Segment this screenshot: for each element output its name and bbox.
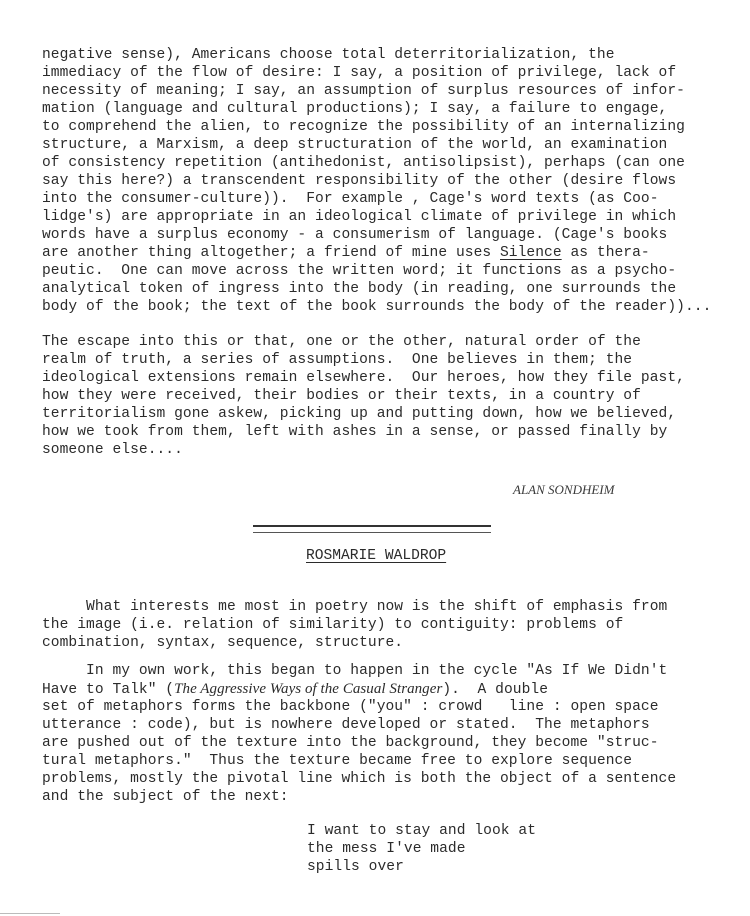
- text-line: structure, a Marxism, a deep structuration of the world, an examination: [42, 137, 668, 153]
- text-line: are pushed out of the texture into the background, they become "struc-: [42, 735, 659, 751]
- text-line: realm of truth, a series of assumptions. One believes in them; the: [42, 352, 633, 368]
- text-line: set of metaphors forms the backbone ("you" : crowd line : open space: [42, 699, 659, 715]
- text-line: tural metaphors." Thus the texture became free to explore sequence: [42, 753, 633, 769]
- underlined-title: Silence: [500, 245, 562, 261]
- text-line: What interests me most in poetry now is the shift of emphasis from: [42, 599, 668, 615]
- poem-line: spills over: [307, 859, 404, 875]
- text-line: into the consumer-culture)). For example , Cage's word texts (as Coo-: [42, 191, 659, 207]
- text-line: of consistency repetition (antihedonist, antisolipsist), perhaps (can one: [42, 155, 685, 171]
- text-line: someone else....: [42, 442, 183, 458]
- text-line: territorialism gone askew, picking up and putting down, how we believed,: [42, 406, 677, 422]
- book-title: The Aggressive Ways of the Casual Stranger: [174, 681, 443, 697]
- text-line: In my own work, this began to happen in the cycle "As If We Didn't: [42, 663, 668, 679]
- text-line: lidge's) are appropriate in an ideological climate of privilege in which: [42, 209, 677, 225]
- text-fragment: Have to Talk" (: [42, 682, 175, 698]
- text-line: peutic. One can move across the written word; it functions as a psycho-: [42, 263, 677, 279]
- section-heading: ROSMARIE WALDROP: [306, 548, 447, 564]
- text-line: [42, 680, 548, 699]
- text-line: are another thing altogether; a friend of mine uses Silence as thera-: [42, 245, 650, 261]
- section-divider: [253, 532, 491, 533]
- author-signature: ALAN SONDHEIM: [513, 482, 615, 497]
- text-line: utterance : code), but is nowhere developed or stated. The metaphors: [42, 717, 650, 733]
- text-line: body of the book; the text of the book surrounds the body of the reader))...: [42, 299, 712, 315]
- text-line: to comprehend the alien, to recognize the possibility of an internalizing: [42, 119, 685, 135]
- text-line: analytical token of ingress into the body (in reading, one surrounds the: [42, 281, 677, 297]
- text-line: words have a surplus economy - a consumerism of language. (Cage's books: [42, 227, 668, 243]
- text-line: The escape into this or that, one or the other, natural order of the: [42, 334, 641, 350]
- text-line: say this here?) a transcendent responsibility of the other (desire flows: [42, 173, 677, 189]
- text-line: ideological extensions remain elsewhere. Our heroes, how they file past,: [42, 370, 685, 386]
- text-line: immediacy of the flow of desire: I say, a position of privilege, lack of: [42, 65, 677, 81]
- poem-line: the mess I've made: [307, 841, 466, 857]
- section-divider: [253, 525, 491, 527]
- text-line: and the subject of the next:: [42, 789, 289, 805]
- page-edge-mark: [0, 913, 60, 914]
- text-line: combination, syntax, sequence, structure.: [42, 635, 404, 651]
- text-line: problems, mostly the pivotal line which is both the object of a sentence: [42, 771, 677, 787]
- text-line: how we took from them, left with ashes in a sense, or passed finally by: [42, 424, 668, 440]
- text-line: negative sense), Americans choose total deterritorialization, the: [42, 47, 615, 63]
- text-line: the image (i.e. relation of similarity) to contiguity: problems of: [42, 617, 624, 633]
- text-line: how they were received, their bodies or their texts, in a country of: [42, 388, 641, 404]
- text-fragment: ). A double: [442, 682, 549, 698]
- text-line: necessity of meaning; I say, an assumption of surplus resources of infor-: [42, 83, 685, 99]
- text-line: mation (language and cultural productions); I say, a failure to engage,: [42, 101, 668, 117]
- poem-line: I want to stay and look at: [307, 823, 536, 839]
